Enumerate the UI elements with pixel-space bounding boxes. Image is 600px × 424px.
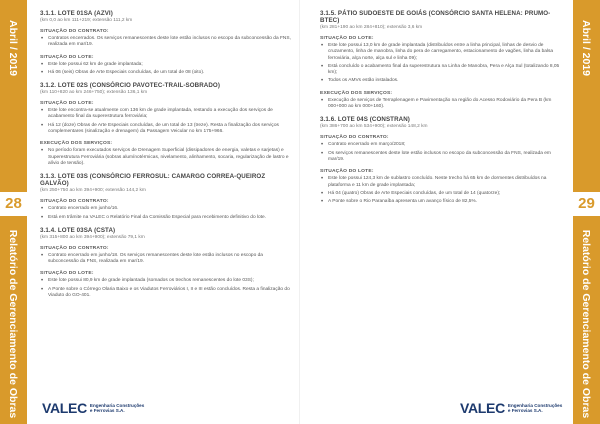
section-heading-lote-02s: 3.1.2. LOTE 02S (CONSÓRCIO PAVOTEC-TRAIL-SOBRADO)	[40, 82, 220, 90]
logo-brand: VALEC	[460, 400, 505, 416]
right-sidebar-title: Relatório de Gerenciamento de Obras	[580, 229, 593, 419]
list-item: • Os serviços remanescentes deste lote estão inclusos no escopo da subconcessão da FNS, realizada em mar/19.	[320, 151, 560, 164]
section-heading-patio-sudoeste: 3.1.5. PÁTIO SUDOESTE DE GOIÁS (CONSÓRCIO SANTA HELENA: PRUMO-BTEC)	[320, 10, 551, 24]
list-item: • Este lote possui 13,0 km de grade implantada (distribuídos entre a linha principal, linhas de desvio de cruzamento, linha de manobra, linha do pera de carregamento, estacionamento de vagões, linha da balsa ferroviária, alça norte, alça sul e linha 09);	[320, 43, 560, 62]
right-sidebar	[573, 0, 600, 424]
section-heading-lote-03sa: 3.1.4. LOTE 03SA (CSTA)	[40, 226, 116, 234]
section-km: (km 281+190 ao km 284+810); extensão 3,6 km	[320, 25, 423, 30]
section-km: (km 315+800 ao km 394+900); extensão 79,1 km	[40, 234, 145, 240]
list-item: • A Ponte sobre o Córrego Olaria Baixo e os Viadutos Ferroviários I, II e III estão concluídos. Resta a finalização do Viaduto do GO-401.	[40, 287, 292, 300]
bullet-list	[320, 43, 560, 85]
bullet-list	[40, 36, 292, 49]
section-label: SITUAÇÃO DO CONTRATO:	[40, 245, 109, 251]
section-label: EXECUÇÃO DOS SERVIÇOS:	[40, 141, 113, 147]
valec-logo-left	[42, 400, 144, 416]
right-date-block	[573, 12, 600, 84]
section-label: SITUAÇÃO DO CONTRATO:	[320, 135, 389, 141]
left-sidebar	[0, 0, 27, 424]
list-item: • Este lote encontra-se atualmente com 136 km de grade implantada, restando a execução dos serviços de acabamento final da superestrutura ferroviária;	[40, 108, 292, 121]
right-sidebar-date: Abril / 2019	[580, 19, 593, 77]
right-page-number: 29	[573, 192, 600, 216]
bullet-list	[40, 62, 292, 77]
logo-tagline	[90, 403, 144, 413]
logo-tagline-2: e Ferrovias S.A.	[507, 408, 543, 413]
list-item: • Há 12 (doze) Obras de Arte Especiais concluídas, de um total de 13 (treze). Resta a finalização dos serviços complementares (sinalização e drenagem) da Passagem Veicular no km 175+966.	[40, 123, 292, 136]
list-item: • A Ponte sobre o Rio Paranaíba apresenta um avanço físico de 82,5%.	[320, 199, 560, 205]
bullet-list	[40, 278, 292, 299]
bullet-list	[40, 206, 292, 221]
section-label: SITUAÇÃO DO LOTE:	[40, 271, 94, 277]
page-gutter	[299, 0, 300, 424]
logo-tagline	[508, 403, 562, 413]
list-item: • Está concluído o acabamento final da superestrutura na Linha de Manobra, Pera e Alça Sul (totalizando 8,05 km);	[320, 64, 560, 77]
section-label: SITUAÇÃO DO LOTE:	[40, 54, 94, 60]
section-heading-lote-04s: 3.1.6. LOTE 04S (CONSTRAN)	[320, 116, 410, 124]
left-page	[40, 10, 292, 299]
bullet-list	[320, 98, 560, 111]
list-item: • Contrato encerrado em junho/16.	[40, 206, 292, 212]
right-title-block	[573, 229, 600, 419]
list-item: • Contratos encerrados. Os serviços remanescentes deste lote estão inclusos no escopo da subconcessão da FNS, realizada em mar/19.	[40, 36, 292, 49]
bullet-list	[320, 176, 560, 205]
section-label: SITUAÇÃO DO CONTRATO:	[40, 29, 109, 34]
list-item: • Execução de serviços de Terraplenagem e Pavimentação na região do Acesso Rodoviário da Pera B (km 000+000 ao km 000+160).	[320, 98, 560, 111]
list-item: • Há 04 (quatro) Obras de Arte Especiais concluídas, de um total de 14 (quatorze);	[320, 191, 560, 197]
list-item: • Contrato encerrado em março/2018;	[320, 142, 560, 148]
list-item: • Todos os AMVs estão instalados.	[320, 78, 560, 84]
section-km: (km 0,0 ao km 111+219; extensão 111,2 km	[40, 18, 133, 23]
logo-brand: VALEC	[42, 400, 87, 416]
right-page	[320, 10, 560, 205]
list-item: • Este lote possui 80,9 km de grade implantada (somados os trechos remanescentes do lote 03S);	[40, 278, 292, 284]
left-title-block	[0, 229, 27, 419]
section-km: (km 110+820 ao km 246+750); extensão 136,1 km	[40, 90, 148, 96]
logo-tagline-2: e Ferrovias S.A.	[89, 408, 125, 413]
section-km: (km 250+750 ao km 394+900; extensão 144,2 km	[40, 188, 146, 194]
left-sidebar-date: Abril / 2019	[7, 19, 20, 77]
list-item: • Está em trâmite na VALEC o Relatório Final da Comissão Especial para recebimento definitivo do lote.	[40, 215, 292, 221]
section-km: (km 386+700 ao km 534+900); extensão 148,2 km	[320, 124, 428, 130]
left-page-number: 28	[0, 192, 27, 216]
section-label: SITUAÇÃO DO LOTE:	[320, 169, 374, 175]
section-label: SITUAÇÃO DO LOTE:	[320, 36, 374, 41]
list-item: • No período foram executados serviços de Drenagem Superficial (dissipadores de energia, valetas e sarjetas) e Superestrutura Ferroviária (sobras alumínotérmicas, nivelamento, alinhamento, socaria, regularização de lastro e alívio de tensão).	[40, 148, 292, 167]
section-heading-lote-03s: 3.1.3. LOTE 03S (CONSÓRCIO FERROSUL: CAMARGO CORREA-QUEIROZ GALVÃO)	[40, 173, 266, 188]
bullet-list	[40, 253, 292, 266]
list-item: • Este lote possui 124,3 km de sublastro concluído. Neste trecho há 65 km de dormentes distribuídos na plataforma e 11 km de grade implantada;	[320, 176, 560, 189]
logo-tagline-1: Engenharia Construções	[507, 402, 563, 408]
list-item: • Há 06 (seis) Obras de Arte Especiais concluídas, de um total de 08 (oito).	[40, 70, 292, 76]
section-label: SITUAÇÃO DO CONTRATO:	[40, 199, 109, 205]
valec-logo-right	[460, 400, 562, 416]
section-label: SITUAÇÃO DO LOTE:	[40, 101, 94, 107]
section-heading-lote-01sa: 3.1.1. LOTE 01SA (AZVI)	[40, 10, 113, 17]
list-item: • Contrato encerrado em junho/18. Os serviços remanescentes deste lote estão inclusos no escopo da subconcessão da FNS, realizada em mar/19.	[40, 253, 292, 266]
list-item: • Este lote possui 62 km de grade implantada;	[40, 62, 292, 68]
left-sidebar-title: Relatório de Gerenciamento de Obras	[7, 229, 20, 419]
logo-tagline-1: Engenharia Construções	[89, 402, 145, 408]
bullet-list	[320, 142, 560, 163]
left-date-block	[0, 12, 27, 84]
bullet-list	[40, 148, 292, 167]
section-label: EXECUÇÃO DOS SERVIÇOS:	[320, 90, 393, 96]
bullet-list	[40, 108, 292, 135]
